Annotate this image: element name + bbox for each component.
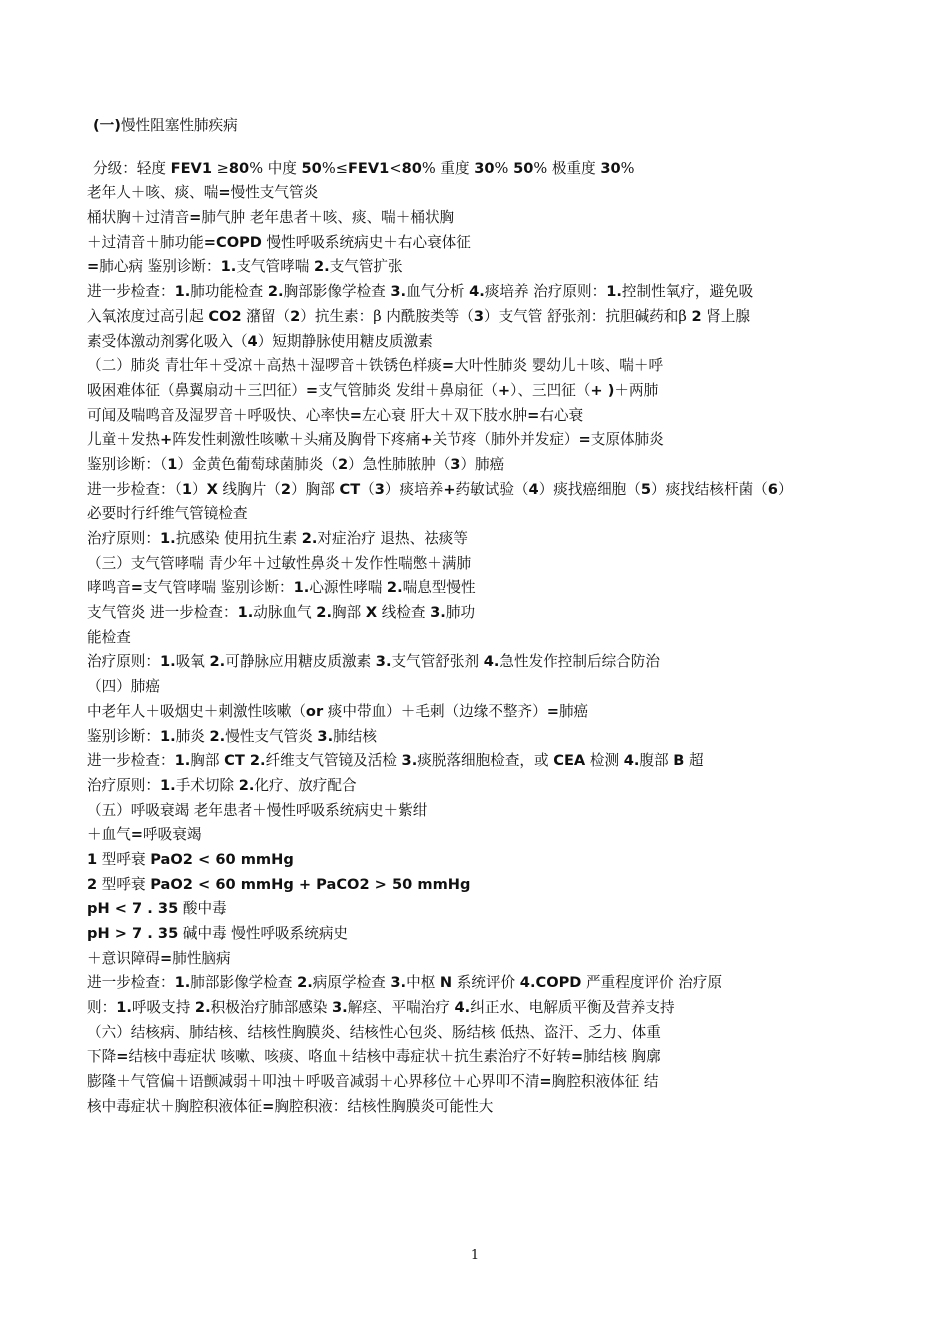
text-segment: 痰中带血）＋毛刺（边缘不整齐） (323, 702, 547, 720)
text-segment: 慢性呼吸系统病史＋右心衰体征 (261, 233, 471, 251)
text-line (87, 552, 867, 577)
text-line (87, 330, 867, 355)
text-line (87, 823, 867, 848)
text-segment: 检测 (585, 752, 624, 770)
text-segment: 入氧浓度过高引起 (87, 307, 209, 325)
text-segment: ＋过清音＋肺功能 (87, 233, 204, 251)
text-segment: 纤维支气管镜及活检 (265, 752, 402, 770)
text-segment: < (389, 159, 402, 177)
bold-text: = (546, 702, 559, 720)
bold-text: 1. (174, 752, 191, 770)
bold-text: CT (339, 480, 361, 498)
text-segment: 肺性脑病 (172, 949, 231, 967)
bold-text: N (439, 974, 453, 992)
bold-text: 2 (280, 480, 292, 498)
text-line (87, 1070, 867, 1095)
bold-text: 3. (430, 604, 446, 622)
text-segment: ）胸部 (291, 480, 340, 498)
bold-text: 1 (87, 850, 98, 868)
text-segment: 抗感染 使用抗生素 (175, 530, 302, 547)
text-segment: 可闻及喘鸣音及湿罗音＋呼吸快、心率快 (87, 406, 350, 424)
bold-text: 2. (209, 653, 226, 671)
text-segment: 血气分析 (406, 283, 470, 301)
bold-text: 2. (297, 974, 313, 992)
text-line (87, 305, 867, 330)
bold-text: 2. (316, 604, 332, 622)
bold-text: 1. (174, 974, 191, 992)
text-line (87, 453, 867, 478)
bold-text: 2. (194, 999, 211, 1017)
text-segment: （ (360, 480, 375, 498)
text-segment: 线检查 (377, 604, 431, 622)
text-segment: 可静脉应用糖皮质激素 (225, 653, 376, 671)
text-segment: 儿童＋发热 (87, 431, 160, 449)
text-segment: 肺部影像学检查 (190, 974, 298, 992)
bold-text: 2. (267, 283, 284, 301)
text-segment: ）痰培养 (384, 480, 444, 498)
bold-text: = (305, 381, 319, 399)
text-segment: 膨隆＋气管偏＋语颤减弱＋叩浊＋呼吸音减弱＋心界移位＋心界叩不清 (87, 1073, 540, 1091)
text-segment: 中枢 (406, 974, 440, 992)
text-line (87, 502, 867, 527)
bold-text: 6 (767, 480, 778, 498)
bold-text: 1 (167, 455, 178, 473)
bold-text: 30 (474, 159, 495, 177)
text-segment: 胸部 (190, 752, 225, 770)
text-segment: 手术切除 (175, 776, 239, 794)
document-body (87, 114, 867, 1120)
text-segment: 老年人＋咳、痰、喘 (87, 184, 219, 202)
text-line (87, 873, 867, 898)
bold-text: 4 (247, 332, 258, 350)
text-segment: ）抗生素：β 内酰胺类等（ (300, 307, 474, 325)
bold-text: = (570, 1048, 584, 1066)
text-segment: 肺结核 (333, 727, 377, 745)
text-segment: 线胸片（ (217, 480, 281, 498)
text-segment: ）肺癌 (460, 455, 505, 473)
text-line (87, 206, 867, 231)
bold-text: 3. (317, 727, 334, 745)
text-line (87, 379, 867, 404)
bold-text: PaO2 < 60 mmHg (150, 850, 294, 868)
text-segment: ） (777, 480, 793, 498)
bold-text: 2. (209, 727, 226, 745)
text-line (87, 1021, 867, 1046)
text-segment: 慢性支气管炎 (230, 184, 319, 202)
text-segment: 进一步检查： (87, 752, 175, 770)
bold-text: 3. (332, 999, 348, 1017)
bold-text: = (130, 826, 144, 844)
text-segment: 胸腔积液：结核性胸膜炎可能性大 (274, 1097, 494, 1115)
bold-text: CEA (553, 752, 586, 770)
text-segment: % 重度 (421, 159, 475, 177)
text-segment: 肺炎 (175, 727, 210, 745)
text-line (87, 404, 867, 429)
bold-text: 3. (401, 752, 418, 770)
text-segment: 支气管舒张剂 (391, 653, 484, 671)
bold-text: or (305, 702, 324, 720)
bold-text: 1. (159, 776, 176, 794)
bold-text: = (262, 1097, 275, 1115)
text-line (87, 231, 867, 256)
bold-text: X (206, 480, 218, 498)
text-segment: 痰培养 治疗原则： (484, 283, 607, 301)
text-segment: 胸部 (332, 604, 366, 622)
bold-text: 4. (623, 752, 640, 770)
text-segment: 腹部 (639, 752, 674, 770)
text-segment: 治疗原则： (87, 776, 160, 794)
text-segment: 左心衰 肝大＋双下肢水肿 (361, 406, 528, 424)
text-segment: ）短期静脉使用糖皮质激素 (257, 332, 433, 350)
bold-text: pH < 7 . 35 (87, 900, 179, 918)
text-line (87, 114, 867, 139)
bold-text: = (130, 579, 144, 597)
text-line (87, 971, 867, 996)
bold-text: = (189, 209, 202, 227)
bold-text: 2 (290, 307, 301, 325)
bold-text: = (527, 406, 540, 424)
bold-text: 2. (301, 530, 318, 547)
text-segment: %≤ (321, 159, 348, 177)
text-segment: 核中毒症状＋胸腔积液体征 (87, 1097, 263, 1115)
text-segment: 则： (87, 999, 117, 1017)
bold-text: 1. (174, 283, 191, 301)
text-line (87, 601, 867, 626)
text-segment: 肺气肿 老年患者＋咳、痰、喘＋桶状胸 (201, 209, 455, 227)
bold-text: pH > 7 . 35 (87, 925, 179, 942)
text-segment: % 中度 (249, 159, 302, 177)
text-line (87, 1095, 867, 1120)
bold-text: B (673, 752, 685, 770)
bold-text: = (441, 357, 455, 375)
text-segment: ）急性肺脓肿（ (348, 455, 451, 473)
text-segment: 对症治疗 退热、祛痰等 (317, 530, 468, 547)
text-line (87, 478, 867, 503)
text-line (87, 527, 867, 552)
text-segment: % (620, 159, 635, 177)
text-segment: 纠正水、电解质平衡及营养支持 (470, 999, 675, 1017)
text-segment: 胸腔积液体征 结 (551, 1073, 659, 1091)
bold-text: 2 (691, 307, 702, 325)
text-segment: 肾上腺 (701, 307, 751, 325)
text-segment: 分级：轻度 (93, 159, 171, 177)
text-line (87, 576, 867, 601)
text-line (87, 181, 867, 206)
bold-text: + ) (590, 381, 615, 399)
bold-text: = (87, 258, 100, 276)
text-segment: 素受体激动剂雾化吸入（ (87, 332, 248, 350)
text-line (87, 749, 867, 774)
text-segment: （二）肺炎 青壮年＋受凉＋高热＋湿啰音＋铁锈色样痰 (87, 357, 442, 375)
text-line (87, 1045, 867, 1070)
text-line (87, 774, 867, 799)
text-segment: 进一步检查： (87, 283, 175, 301)
text-segment: 胸部影像学检查 (283, 283, 391, 301)
bold-text: (一) (93, 117, 121, 134)
text-segment: 吸困难体征（鼻翼扇动＋三凹征） (87, 381, 306, 399)
bold-text: 1. (220, 258, 237, 276)
bold-text: 4. (469, 283, 485, 301)
text-segment: ＋意识障碍 (87, 949, 160, 967)
text-segment: （四）肺癌 (87, 678, 160, 696)
text-segment: 解痉、平喘治疗 (347, 999, 455, 1017)
text-segment: 严重程度评价 治疗原 (581, 974, 723, 992)
text-segment: % 极重度 (533, 159, 601, 177)
text-segment: （六）结核病、肺结核、结核性胸膜炎、结核性心包炎、肠结核 低热、盗汗、乏力、体重 (87, 1023, 661, 1041)
bold-text: 1 (181, 480, 193, 498)
bold-text: 1. (159, 530, 176, 547)
text-segment: ）痰找癌细胞（ (538, 480, 641, 498)
text-line (87, 996, 867, 1021)
text-segment: 酸中毒 (178, 900, 227, 918)
text-segment: 进一步检查： (87, 974, 175, 992)
text-segment: ） (192, 480, 207, 498)
bold-text: 4. (483, 653, 500, 671)
text-segment: 碱中毒 慢性呼吸系统病史 (178, 925, 349, 942)
text-segment: 鉴别诊断：（ (87, 455, 168, 473)
text-segment: 肺功 (445, 604, 476, 622)
text-segment: 病原学检查 (312, 974, 391, 992)
bold-text: = (539, 1073, 552, 1091)
text-line (87, 897, 867, 922)
bold-text: FEV1 (347, 159, 390, 177)
text-segment: ）痰找结核杆菌（ (651, 480, 768, 498)
bold-text: 3 (450, 455, 461, 473)
text-segment: ）支气管 舒张剂：抗胆碱药和β (484, 307, 692, 325)
text-segment: 支原体肺炎 (590, 431, 664, 449)
text-segment: （三）支气管哮喘 青少年＋过敏性鼻炎＋发作性喘憋＋满肺 (87, 554, 472, 572)
bold-text: CO2 (208, 307, 242, 325)
text-line (87, 626, 867, 651)
bold-text: 50 (301, 159, 322, 177)
bold-text: + (443, 480, 456, 498)
text-line (87, 650, 867, 675)
bold-text: = (578, 431, 591, 449)
bold-text: =COPD (203, 233, 262, 251)
text-segment: 肺功能检查 (190, 283, 268, 301)
bold-text: PaO2 < 60 mmHg + PaCO2 > 50 mmHg (150, 875, 471, 893)
text-segment: 必要时行纤维气管镜检查 (87, 505, 248, 523)
text-segment: 右心衰 (539, 406, 584, 424)
text-line (87, 947, 867, 972)
text-line (87, 675, 867, 700)
text-segment: 关节疼（肺外并发症） (432, 431, 579, 449)
bold-text: 4 (528, 480, 539, 498)
bold-text: + (497, 381, 511, 399)
text-segment: （五）呼吸衰竭 老年患者＋慢性呼吸系统病史＋紫绀 (87, 801, 428, 819)
text-segment: 哮鸣音 (87, 579, 131, 597)
page-number: 1 (470, 1248, 480, 1263)
text-segment: 中老年人＋吸烟史＋刺激性咳嗽（ (87, 702, 306, 720)
text-segment: ≥ (212, 159, 229, 177)
text-segment: 治疗原则： (87, 653, 160, 671)
bold-text: 2. (313, 258, 330, 276)
bold-text: = (159, 949, 173, 967)
text-segment: 系统评价 (452, 974, 520, 992)
bold-text: 2. (238, 776, 255, 794)
bold-text: 3 (473, 307, 485, 325)
text-segment: ＋两肺 (614, 381, 659, 399)
bold-text: = (218, 184, 231, 202)
text-segment: 型呼衰 (97, 875, 151, 893)
text-segment: 痰脱落细胞检查，或 (417, 752, 554, 770)
bold-text: 1. (606, 283, 622, 301)
text-segment: 喘息型慢性 (402, 579, 476, 597)
text-line (87, 848, 867, 873)
bold-text: 3. (390, 283, 407, 301)
bold-text: 1. (116, 999, 132, 1017)
text-segment: 药敏试验（ (455, 480, 529, 498)
bold-text: 2 (337, 455, 349, 473)
bold-text: 3. (375, 653, 392, 671)
text-line (87, 922, 867, 947)
text-line (87, 725, 867, 750)
text-line (87, 157, 867, 182)
text-segment: 超 (684, 752, 704, 770)
text-segment: 型呼衰 (97, 850, 151, 868)
bold-text: 1. (293, 579, 310, 597)
text-segment: 动脉血气 (253, 604, 317, 622)
bold-text: + (159, 431, 173, 449)
bold-text: 3. (390, 974, 407, 992)
text-segment: ＋血气 (87, 826, 131, 844)
bold-text: 30 (600, 159, 621, 177)
bold-text: 3 (374, 480, 385, 498)
bold-text: + (420, 431, 433, 449)
text-segment: 慢性阻塞性肺疾病 (120, 117, 238, 134)
text-segment: 进一步检查：（ (87, 480, 182, 498)
bold-text: 5 (640, 480, 652, 498)
text-line (87, 428, 867, 453)
bold-text: 2 (87, 875, 98, 893)
bold-text: = (349, 406, 362, 424)
text-segment: 支气管炎 进一步检查： (87, 604, 238, 622)
text-line (87, 255, 867, 280)
text-segment: ）金黄色葡萄球菌肺炎（ (177, 455, 338, 473)
text-segment: 呼吸支持 (131, 999, 195, 1017)
text-segment: 肺心病 鉴别诊断： (99, 258, 221, 276)
bold-text: FEV1 (170, 159, 212, 177)
text-segment: 肺癌 (558, 702, 589, 720)
text-segment: 心源性哮喘 (309, 579, 387, 597)
bold-text: 80 (401, 159, 422, 177)
text-segment: 治疗原则： (87, 530, 160, 547)
text-segment: 积极治疗肺部感染 (210, 999, 333, 1017)
text-segment: 吸氧 (175, 653, 210, 671)
text-line (87, 799, 867, 824)
text-segment: 急性发作控制后综合防治 (499, 653, 660, 671)
text-segment: 控制性氧疗，避免吸 (621, 283, 754, 301)
text-segment: 呼吸衰竭 (143, 826, 202, 844)
text-segment: 阵发性刺激性咳嗽＋头痛及胸骨下疼痛 (172, 431, 421, 449)
text-segment: 桶状胸＋过清音 (87, 209, 190, 227)
text-segment: 鉴别诊断： (87, 727, 160, 745)
text-segment: 支气管扩张 (329, 258, 403, 276)
bold-text: 80 (228, 159, 250, 177)
text-segment: 支气管哮喘 (236, 258, 314, 276)
text-segment: 支气管哮喘 鉴别诊断： (143, 579, 294, 597)
bold-text: 2. (386, 579, 403, 597)
bold-text: 1. (237, 604, 254, 622)
bold-text: 4.COPD (519, 974, 582, 992)
text-segment: 肺结核 胸廓 (583, 1048, 661, 1066)
bold-text: 1. (159, 727, 176, 745)
text-segment: % (494, 159, 514, 177)
text-line (87, 354, 867, 379)
text-segment: 慢性支气管炎 (225, 727, 318, 745)
text-segment: ）、三凹征（ (510, 381, 591, 399)
bold-text: 1. (159, 653, 176, 671)
text-segment: 结核中毒症状 咳嗽、咳痰、咯血＋结核中毒症状＋抗生素治疗不好转 (128, 1048, 571, 1066)
text-segment: 下降 (87, 1048, 117, 1066)
text-segment: 潴留（ (241, 307, 291, 325)
text-segment: 大叶性肺炎 婴幼儿＋咳、喘＋呼 (454, 357, 664, 375)
bold-text: = (116, 1048, 129, 1066)
bold-text: 4. (454, 999, 471, 1017)
bold-text: CT 2. (224, 752, 266, 770)
bold-text: 50 (513, 159, 534, 177)
text-line (87, 700, 867, 725)
text-line (87, 280, 867, 305)
bold-text: X (365, 604, 378, 622)
text-segment: 能检查 (87, 628, 131, 646)
text-segment: 支气管肺炎 发绀＋鼻扇征（ (318, 381, 498, 399)
text-segment: 化疗、放疗配合 (254, 776, 357, 794)
